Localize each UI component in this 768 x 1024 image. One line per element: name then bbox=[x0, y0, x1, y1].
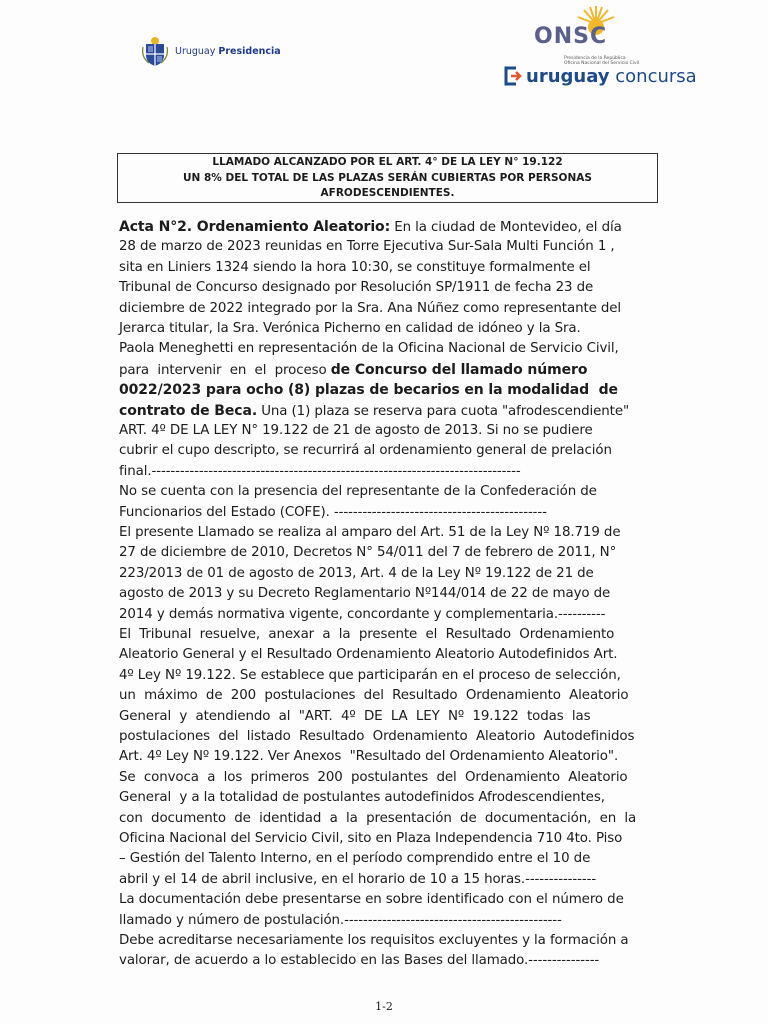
notice-line: UN 8% DEL TOTAL DE LAS PLAZAS SERÁN CUBIERTAS POR PERSONAS bbox=[183, 171, 592, 184]
body-line: 0022/2023 para ocho (8) plazas de becarios en la modalidad de bbox=[119, 382, 618, 399]
body-line: General y atendiendo al "ART. 4º DE LA LEY Nº 19.122 todas las bbox=[119, 708, 591, 724]
body-line: ART. 4º DE LA LEY N° 19.122 de 21 de agosto de 2013. Si no se pudiere bbox=[119, 423, 593, 438]
body-line: contrato de Beca. Una (1) plaza se reserva para cuota "afrodescendiente" bbox=[119, 402, 630, 419]
body-line: General y a la totalidad de postulantes autodefinidos Afrodescendientes, bbox=[119, 790, 605, 806]
body-line: agosto de 2013 y su Decreto Reglamentario Nº144/014 de 22 de mayo de bbox=[119, 586, 611, 602]
body-line: 2014 y demás normativa vigente, concordante y complementaria.---------- bbox=[119, 606, 606, 622]
page-number: 1-2 bbox=[375, 1000, 393, 1013]
body-line: Tribunal de Concurso designado por Resolución SP/1911 de fecha 23 de bbox=[119, 280, 594, 296]
body-line-overflow: valorar, de acuerdo a lo establecido en las Bases del llamado.--------------- bbox=[119, 953, 600, 969]
onsc-logo bbox=[498, 2, 697, 90]
acta-title: Acta N°2. Ordenamiento Aleatorio: bbox=[119, 219, 391, 235]
body-line: para intervenir en el proceso de Concurso del llamado número bbox=[119, 361, 588, 378]
body-line: llamado y número de postulación.---------------------------------------------- bbox=[119, 912, 562, 928]
body-line: La documentación debe presentarse en sobre identificado con el número de bbox=[119, 892, 624, 908]
notice-line: AFRODESCENDIENTES. bbox=[320, 187, 455, 199]
body-line: – Gestión del Talento Interno, en el período comprendido entre el 10 de bbox=[119, 851, 591, 867]
onsc-acronym: ONSC bbox=[534, 24, 608, 49]
body-line: Oficina Nacional del Servicio Civil, sito en Plaza Independencia 710 4to. Piso bbox=[119, 831, 623, 846]
coat-of-arms-icon bbox=[140, 35, 170, 67]
notice-line: LLAMADO ALCANZADO POR EL ART. 4° DE LA LEY N° 19.122 bbox=[212, 156, 563, 168]
body-line: El presente Llamado se realiza al amparo del Art. 51 de la Ley Nº 18.719 de bbox=[119, 525, 621, 540]
onsc-subtitle-oficina: Oficina Nacional del Servicio Civil bbox=[564, 61, 640, 66]
notice-box bbox=[117, 153, 658, 203]
body-line: Art. 4º Ley Nº 19.122. Ver Anexos "Resultado del Ordenamiento Aleatorio". bbox=[119, 749, 619, 765]
presidencia-logo-text: Uruguay Presidencia bbox=[175, 45, 281, 57]
body-line: 223/2013 de 01 de agosto de 2013, Art. 4 de la Ley Nº 19.122 de 21 de bbox=[119, 565, 594, 581]
uruguay-presidencia-logo bbox=[140, 34, 290, 68]
body-line: Paola Meneghetti en representación de la Oficina Nacional de Servicio Civil, bbox=[119, 341, 619, 357]
concursa-arrow-icon bbox=[502, 65, 522, 87]
body-line: con documento de identidad a la presentación de documentación, en la bbox=[119, 810, 637, 826]
body-line: abril y el 14 de abril inclusive, en el horario de 10 a 15 horas.--------------- bbox=[119, 871, 597, 887]
body-line: Jerarca titular, la Sra. Verónica Picherno en calidad de idóneo y la Sra. bbox=[119, 321, 581, 336]
body-line: No se cuenta con la presencia del representante de la Confederación de bbox=[119, 484, 597, 500]
body-line: 27 de diciembre de 2010, Decretos N° 54/011 del 7 de febrero de 2011, N° bbox=[119, 545, 617, 561]
body-line: Aleatorio General y el Resultado Ordenamiento Aleatorio Autodefinidos Art. bbox=[119, 647, 618, 663]
body-line: El Tribunal resuelve, anexar a la presente el Resultado Ordenamiento bbox=[119, 627, 615, 642]
body-line: cubrir el cupo descripto, se recurrirá al ordenamiento general de prelación bbox=[119, 443, 612, 459]
body-line: Se convoca a los primeros 200 postulantes del Ordenamiento Aleatorio bbox=[119, 769, 628, 785]
onsc-subtitle-presidencia: Presidencia de la República bbox=[564, 56, 626, 61]
body-line: 4º Ley Nº 19.122. Se establece que participarán en el proceso de selección, bbox=[119, 667, 621, 683]
body-line: un máximo de 200 postulaciones del Resultado Ordenamiento Aleatorio bbox=[119, 688, 629, 704]
uruguay-concursa-logo bbox=[502, 62, 697, 90]
body-line: Funcionarios del Estado (COFE). --------------------------------------------- bbox=[119, 504, 547, 520]
concursa-text: uruguay concursa bbox=[526, 65, 697, 87]
body-line: Acta N°2. Ordenamiento Aleatorio: En la ciudad de Montevideo, el día bbox=[119, 219, 622, 235]
body-line: diciembre de 2022 integrado por la Sra. Ana Núñez como representante del bbox=[119, 300, 622, 316]
body-line: Debe acreditarse necesariamente los requisitos excluyentes y la formación a bbox=[119, 933, 629, 948]
body-line: 28 de marzo de 2023 reunidas en Torre Ejecutiva Sur-Sala Multi Función 1 , bbox=[119, 239, 615, 255]
body-line: sita en Liniers 1324 siendo la hora 10:30, se constituye formalmente el bbox=[119, 259, 591, 275]
body-line: final.------------------------------------------------------------------------------ bbox=[119, 463, 521, 479]
body-line: postulaciones del listado Resultado Ordenamiento Aleatorio Autodefinidos bbox=[119, 729, 635, 744]
